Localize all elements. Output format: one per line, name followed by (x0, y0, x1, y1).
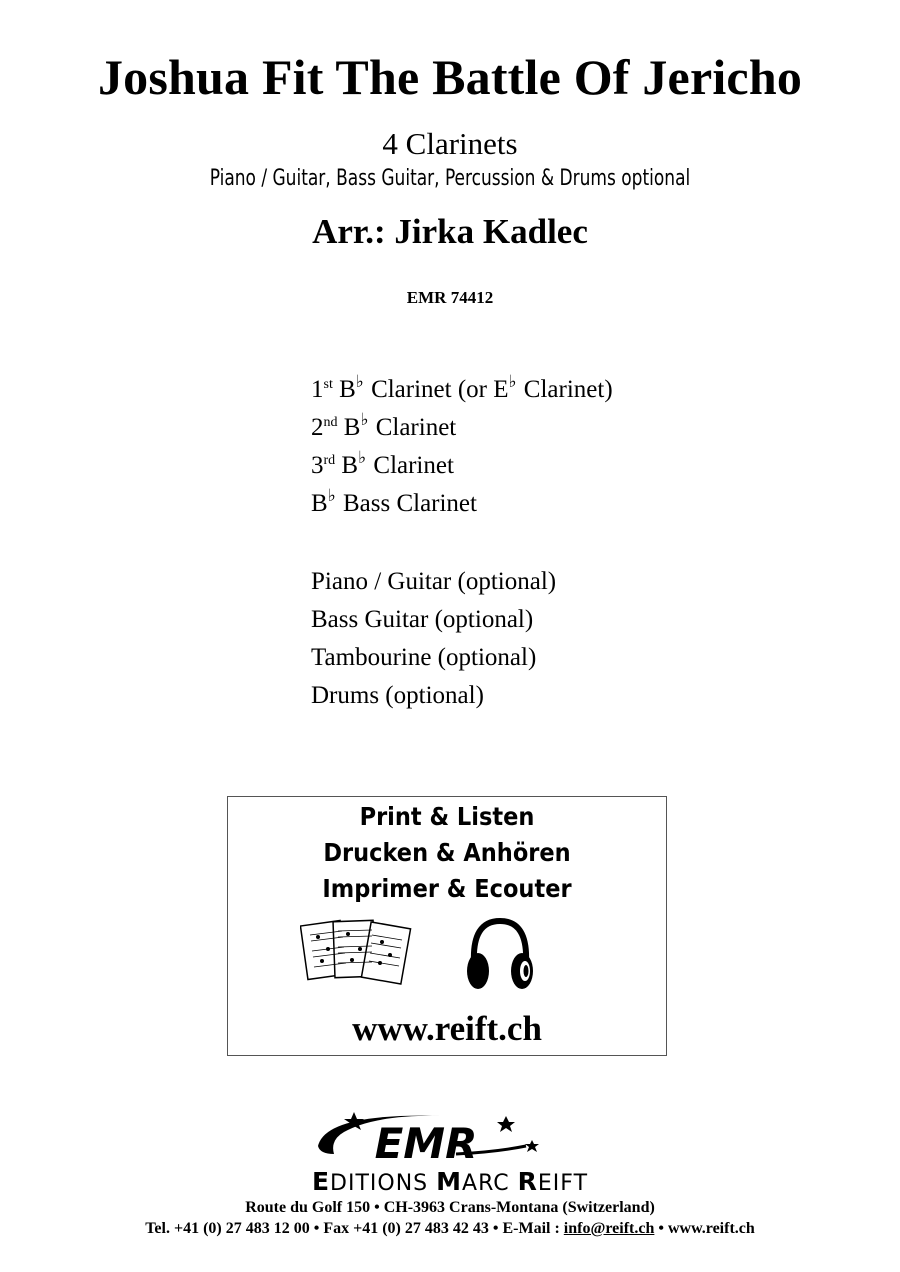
part-item: 2nd B♭ Clarinet (311, 410, 457, 441)
flat-icon: ♭ (327, 486, 336, 505)
optional-parts-list (311, 563, 556, 715)
sheet-music-icon (300, 915, 412, 995)
instrumentation-line: Piano / Guitar, Bass Guitar, Percussion & Drums optional (209, 166, 691, 191)
emr-logo-text: EMR (374, 1119, 478, 1166)
flat-icon: ♭ (355, 372, 364, 391)
catalog-number: EMR 74412 (406, 288, 494, 307)
flat-icon: ♭ (508, 372, 517, 391)
part-item: B♭ Bass Clarinet (311, 486, 477, 517)
emr-logo (306, 1106, 546, 1166)
subtitle: 4 Clarinets (382, 126, 518, 161)
publisher-address: Route du Golf 150 • CH-3963 Crans-Montana (Switzerland) (245, 1199, 655, 1216)
part-item: 1st B♭ Clarinet (or E♭ Clarinet) (311, 372, 613, 403)
email-link[interactable]: info@reift.ch (563, 1220, 655, 1237)
page-title: Joshua Fit The Battle Of Jericho (97, 49, 803, 105)
flat-icon: ♭ (360, 410, 369, 429)
promo-line-de: Drucken & Anhören (323, 838, 571, 867)
publisher-name: EDITIONS MARC REIFT (311, 1167, 589, 1196)
print-listen-box (227, 796, 667, 1056)
promo-line-en: Print & Listen (359, 802, 535, 831)
part-item: Tambourine (optional) (311, 644, 537, 671)
part-item: 3rd B♭ Clarinet (311, 448, 454, 479)
part-item: Bass Guitar (optional) (311, 606, 534, 633)
part-item: Piano / Guitar (optional) (311, 568, 557, 595)
flat-icon: ♭ (358, 448, 367, 467)
publisher-contact: Tel. +41 (0) 27 483 12 00 • Fax +41 (0) 27 483 42 43 • E-Mail : info@reift.ch • www.reift.ch (145, 1220, 755, 1237)
part-item: Drums (optional) (311, 682, 484, 709)
headphones-icon (464, 915, 536, 995)
promo-url[interactable]: www.reift.ch (352, 1009, 542, 1048)
promo-line-fr: Imprimer & Ecouter (322, 874, 572, 903)
arranger: Arr.: Jirka Kadlec (312, 212, 588, 251)
parts-list (311, 371, 613, 523)
